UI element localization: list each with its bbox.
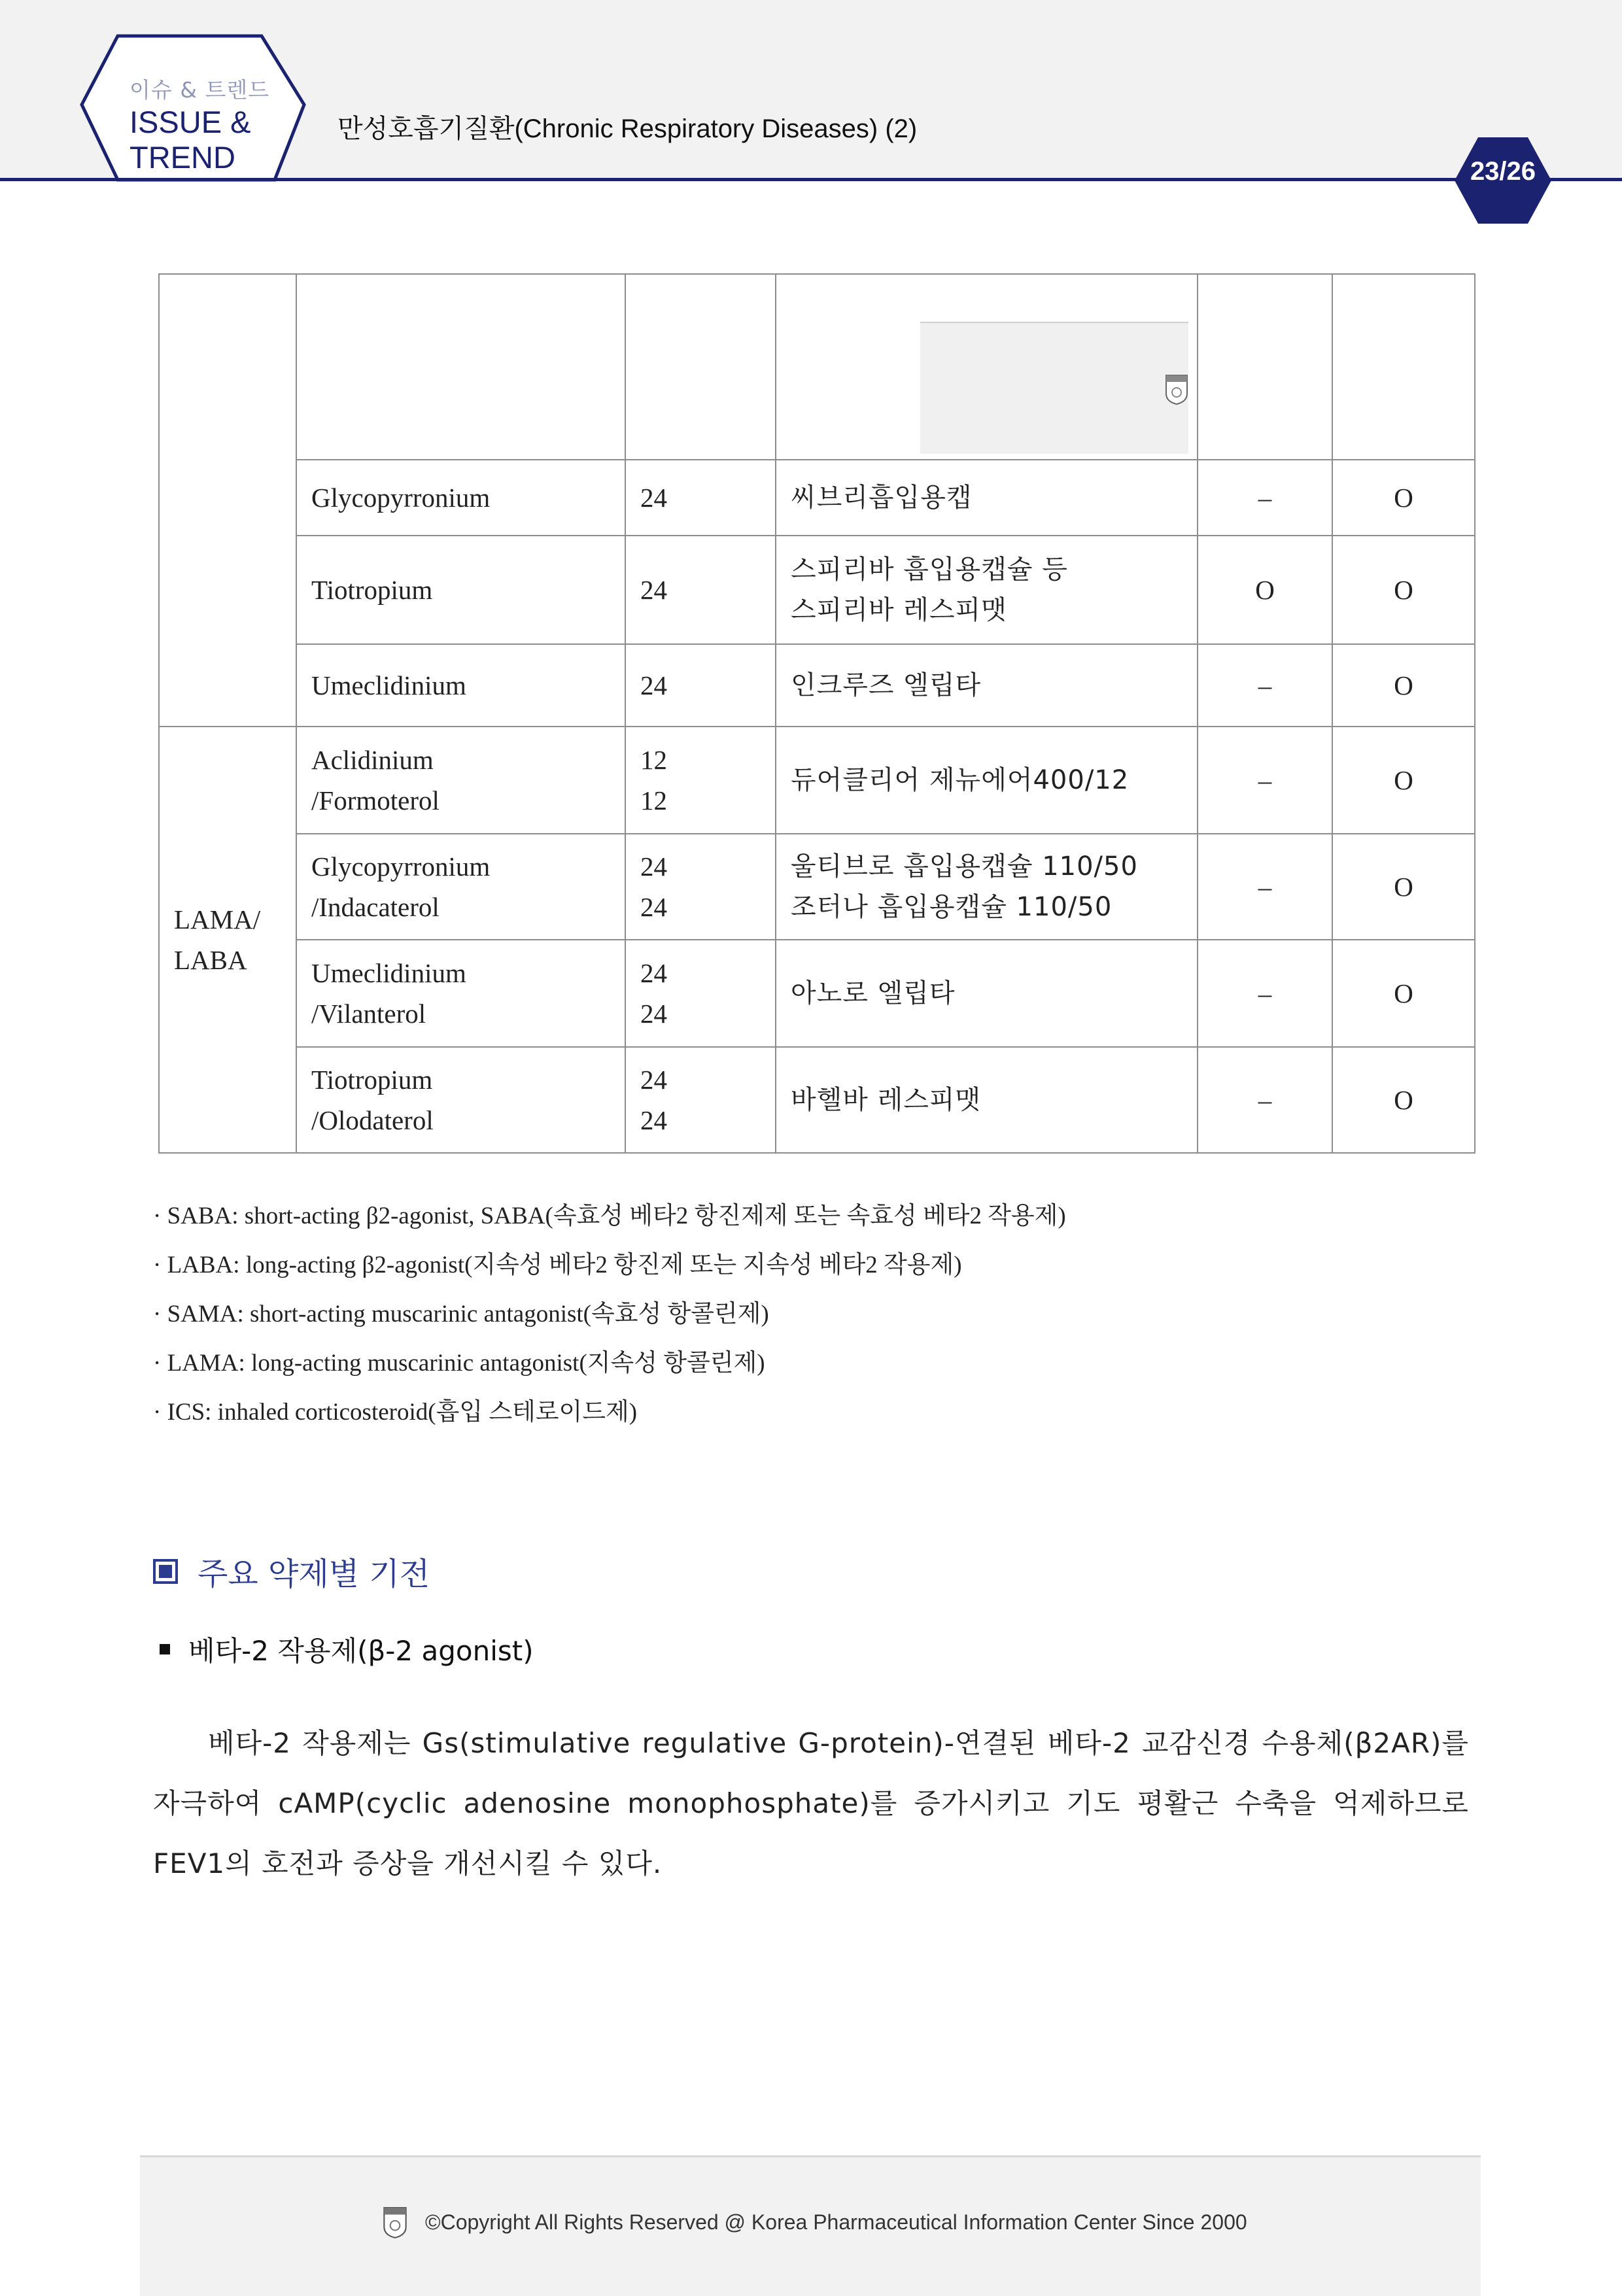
product-text: 울티브로 흡입용캡슐 110/50 xyxy=(791,851,1138,882)
hours-text: 24 xyxy=(640,851,667,882)
note-item: · SABA: short-acting β2-agonist, SABA(속효성 베타2 항진제제 또는 속효성 베타2 작용제) xyxy=(153,1203,1066,1229)
table-row xyxy=(159,834,1475,940)
ingredient-text: /Vilanterol xyxy=(311,999,426,1029)
table-row xyxy=(159,727,1475,834)
group-cell-lama xyxy=(159,274,296,727)
hours-cell xyxy=(625,536,776,644)
ingredient-cell xyxy=(296,834,625,940)
product-text: 아노로 엘립타 xyxy=(791,978,956,1008)
drug-table xyxy=(158,273,1475,1154)
col5-cell: – xyxy=(1198,1047,1332,1153)
product-text: 듀어클리어 제뉴에어400/12 xyxy=(791,765,1130,795)
col6-cell: O xyxy=(1332,834,1475,940)
ingredient-text: Tiotropium xyxy=(311,575,433,605)
hours-text: 24 xyxy=(640,1065,667,1095)
table-cell-logo xyxy=(776,274,1198,460)
ingredient-cell xyxy=(296,644,625,727)
hours-cell xyxy=(625,727,776,834)
hours-cell xyxy=(625,644,776,727)
ingredient-text: /Olodaterol xyxy=(311,1105,434,1135)
product-cell xyxy=(776,727,1198,834)
hours-cell xyxy=(625,460,776,536)
hours-text: 12 xyxy=(640,745,667,775)
table-cell xyxy=(625,274,776,460)
document-title: 만성호흡기질환(Chronic Respiratory Diseases) (2) xyxy=(337,114,918,143)
kpic-logo-icon xyxy=(1165,374,1188,405)
table-cell xyxy=(1198,274,1332,460)
note-item: · LAMA: long-acting muscarinic antagonist(지속성 항콜린제) xyxy=(153,1350,765,1377)
product-text: 바헬바 레스피맷 xyxy=(791,1085,982,1115)
bullet-icon xyxy=(160,1644,170,1654)
page-number: 23/26 xyxy=(1470,157,1536,186)
table-cell xyxy=(1332,274,1475,460)
hours-cell xyxy=(625,940,776,1047)
ingredient-cell xyxy=(296,460,625,536)
ingredient-cell xyxy=(296,1047,625,1153)
ingredient-text: Aclidinium xyxy=(311,745,434,775)
group-cell-lama-laba xyxy=(159,727,296,1153)
watermark-image xyxy=(920,322,1188,454)
ingredient-text: Tiotropium xyxy=(311,1065,433,1095)
ingredient-cell xyxy=(296,536,625,644)
product-cell xyxy=(776,1047,1198,1153)
ingredient-text: Glycopyrronium xyxy=(311,851,491,882)
hours-text: 24 xyxy=(640,483,667,513)
table-row xyxy=(159,644,1475,727)
hours-text: 24 xyxy=(640,575,667,605)
col6-cell: O xyxy=(1332,644,1475,727)
product-cell xyxy=(776,536,1198,644)
ingredient-text: /Formoterol xyxy=(311,785,440,815)
col6-cell: O xyxy=(1332,1047,1475,1153)
square-bullet-icon xyxy=(153,1559,178,1584)
product-text: 인크루즈 엘립타 xyxy=(791,670,982,700)
table-row xyxy=(159,460,1475,536)
hours-text: 24 xyxy=(640,670,667,700)
sub-heading xyxy=(160,1630,534,1669)
hours-text: 24 xyxy=(640,1105,667,1135)
product-text: 씨브리흡입용캡 xyxy=(791,483,973,513)
abbreviation-notes xyxy=(153,1191,1066,1437)
col6-cell: O xyxy=(1332,536,1475,644)
col5-cell: – xyxy=(1198,644,1332,727)
ingredient-cell xyxy=(296,940,625,1047)
product-cell xyxy=(776,644,1198,727)
hours-text: 12 xyxy=(640,785,667,815)
product-text: 조터나 흡입용캡슐 110/50 xyxy=(791,892,1113,922)
table-row-image xyxy=(159,274,1475,460)
product-cell xyxy=(776,834,1198,940)
hours-text: 24 xyxy=(640,999,667,1029)
badge-subtitle: 이슈 & 트렌드 xyxy=(129,77,270,103)
footer-copyright: ©Copyright All Rights Reserved @ Korea Pharmaceutical Information Center Since 2000 xyxy=(425,2210,1247,2234)
body-paragraph: 베타-2 작용제는 Gs(stimulative regulative G-protein)-연결된 베타-2 교감신경 수용체(β2AR)를 자극하여 cAMP(cyclic adenosine monophosphate)를 증가시키고 기도 평활근 수축을 억제하므로 FEV1의 호전과 증상을 개선시킬 수 있다. xyxy=(153,1727,1469,1879)
col6-cell: O xyxy=(1332,460,1475,536)
product-text: 스피리바 레스피맷 xyxy=(791,595,1007,625)
product-cell xyxy=(776,940,1198,1047)
ingredient-text: Umeclidinium xyxy=(311,670,466,700)
sub-heading-text: 베타-2 작용제(β-2 agonist) xyxy=(188,1635,534,1667)
product-cell xyxy=(776,460,1198,536)
col6-cell: O xyxy=(1332,940,1475,1047)
col5-cell: – xyxy=(1198,460,1332,536)
note-item: · SAMA: short-acting muscarinic antagonist(속효성 항콜린제) xyxy=(153,1301,769,1328)
badge-title-line1: ISSUE & xyxy=(129,105,251,139)
col5-cell: – xyxy=(1198,940,1332,1047)
ingredient-text: Umeclidinium xyxy=(311,958,466,988)
col5-cell: O xyxy=(1198,536,1332,644)
section-heading-text: 주요 약제별 기전 xyxy=(198,1556,430,1592)
col6-cell: O xyxy=(1332,727,1475,834)
badge-title-line2: TREND xyxy=(129,140,235,175)
group-label: LABA xyxy=(174,945,247,975)
table-cell xyxy=(296,274,625,460)
badge-title xyxy=(129,105,250,175)
note-item: · ICS: inhaled corticosteroid(흡입 스테로이드제) xyxy=(153,1399,638,1426)
col5-cell: – xyxy=(1198,834,1332,940)
hours-cell xyxy=(625,834,776,940)
kpic-logo-icon xyxy=(382,2206,408,2239)
header-rule xyxy=(0,178,1622,181)
group-label: LAMA/ xyxy=(174,904,261,934)
product-text: 스피리바 흡입용캡슐 등 xyxy=(791,555,1068,585)
hours-cell xyxy=(625,1047,776,1153)
ingredient-text: Glycopyrronium xyxy=(311,483,491,513)
table-row xyxy=(159,940,1475,1047)
hours-text: 24 xyxy=(640,958,667,988)
section-heading xyxy=(153,1549,430,1594)
hours-text: 24 xyxy=(640,892,667,922)
table-row xyxy=(159,1047,1475,1153)
table-row xyxy=(159,536,1475,644)
note-item: · LABA: long-acting β2-agonist(지속성 베타2 항진제 또는 지속성 베타2 작용제) xyxy=(153,1252,962,1278)
ingredient-cell xyxy=(296,727,625,834)
ingredient-text: /Indacaterol xyxy=(311,892,440,922)
col5-cell: – xyxy=(1198,727,1332,834)
